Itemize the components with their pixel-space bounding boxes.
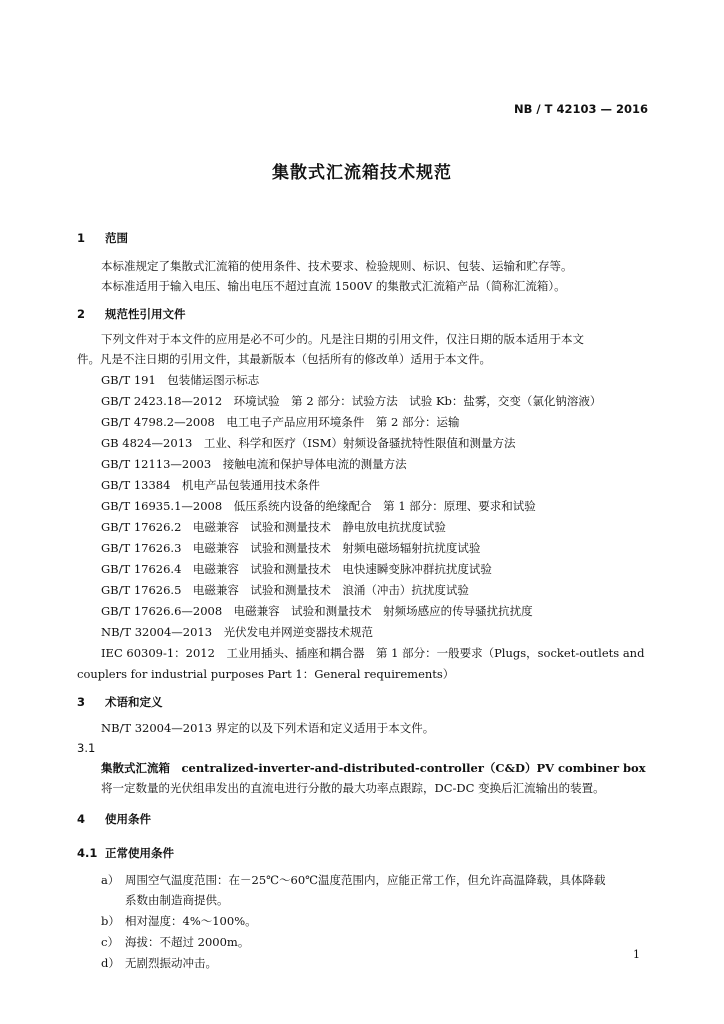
reference-item: NB/T 32004—2013 光伏发电并网逆变器技术规范 xyxy=(101,625,374,639)
reference-item: GB/T 2423.18—2012 环境试验 第 2 部分：试验方法 试验 Kb：盐雾，交变（氯化钠溶液） xyxy=(101,394,602,408)
list-item xyxy=(101,911,257,931)
term-entry: 集散式汇流箱 centralized-inverter-and-distributed-controller（C&D）PV combiner box xyxy=(101,761,646,775)
list-item xyxy=(101,932,249,952)
list-marker: a） xyxy=(101,873,120,887)
list-item-text: 相对湿度：4%～100%。 xyxy=(125,914,257,928)
list-item-continuation: 系数由制造商提供。 xyxy=(125,893,229,907)
paragraph: 本标准适用于输入电压、输出电压不超过直流 1500V 的集散式汇流箱产品（简称汇流箱）。 xyxy=(101,279,566,293)
section-title: 范围 xyxy=(105,231,128,245)
subclause-number: 3.1 xyxy=(77,741,96,755)
section-number: 4 xyxy=(77,812,86,826)
section-title: 术语和定义 xyxy=(105,695,163,709)
reference-item: GB/T 17626.3 电磁兼容 试验和测量技术 射频电磁场辐射抗扰度试验 xyxy=(101,541,481,555)
term-definition: 将一定数量的光伏组串发出的直流电进行分散的最大功率点跟踪，DC-DC 变换后汇流输出的装置。 xyxy=(101,781,605,795)
reference-item: GB/T 191 包装储运图示标志 xyxy=(101,373,260,387)
standard-number: NB / T 42103 — 2016 xyxy=(514,102,648,116)
reference-item: GB/T 12113—2003 接触电流和保护导体电流的测量方法 xyxy=(101,457,407,471)
reference-item-continuation: couplers for industrial purposes Part 1：General requirements） xyxy=(77,667,455,681)
paragraph: NB/T 32004—2013 界定的以及下列术语和定义适用于本文件。 xyxy=(101,721,435,735)
section-number: 1 xyxy=(77,231,86,245)
section-heading-1 xyxy=(77,230,128,246)
paragraph: 件。凡是不注日期的引用文件，其最新版本（包括所有的修改单）适用于本文件。 xyxy=(77,352,491,366)
paragraph: 本标准规定了集散式汇流箱的使用条件、技术要求、检验规则、标识、包装、运输和贮存等。 xyxy=(101,259,573,273)
reference-item: GB/T 17626.2 电磁兼容 试验和测量技术 静电放电抗扰度试验 xyxy=(101,520,446,534)
reference-item: GB 4824—2013 工业、科学和医疗（ISM）射频设备骚扰特性限值和测量方法 xyxy=(101,436,516,450)
list-item xyxy=(101,870,606,890)
document-title: 集散式汇流箱技术规范 xyxy=(272,163,452,183)
section-number: 2 xyxy=(77,307,86,321)
section-number: 4.1 xyxy=(77,846,98,860)
reference-item: GB/T 13384 机电产品包装通用技术条件 xyxy=(101,478,320,492)
section-title: 规范性引用文件 xyxy=(105,307,186,321)
reference-item: GB/T 17626.6—2008 电磁兼容 试验和测量技术 射频场感应的传导骚扰抗扰度 xyxy=(101,604,533,618)
section-heading-4-1 xyxy=(77,845,174,861)
page-number: 1 xyxy=(633,948,640,961)
list-marker: c） xyxy=(101,935,119,949)
section-title: 正常使用条件 xyxy=(105,846,174,860)
reference-item: GB/T 4798.2—2008 电工电子产品应用环境条件 第 2 部分：运输 xyxy=(101,415,460,429)
section-heading-4 xyxy=(77,811,151,827)
list-marker: d） xyxy=(101,956,120,970)
section-number: 3 xyxy=(77,695,86,709)
list-item xyxy=(101,953,217,973)
reference-item: IEC 60309-1：2012 工业用插头、插座和耦合器 第 1 部分：一般要求（Plugs，socket-outlets and xyxy=(101,646,645,660)
section-title: 使用条件 xyxy=(105,812,151,826)
list-item-text: 海拔：不超过 2000m。 xyxy=(125,935,250,949)
reference-item: GB/T 17626.4 电磁兼容 试验和测量技术 电快速瞬变脉冲群抗扰度试验 xyxy=(101,562,492,576)
section-heading-2 xyxy=(77,306,186,322)
list-item-text: 周围空气温度范围：在－25℃～60℃温度范围内，应能正常工作，但允许高温降载，具体降载 xyxy=(125,873,606,887)
list-marker: b） xyxy=(101,914,120,928)
list-item-text: 无剧烈振动冲击。 xyxy=(125,956,217,970)
reference-item: GB/T 16935.1—2008 低压系统内设备的绝缘配合 第 1 部分：原理、要求和试验 xyxy=(101,499,536,513)
paragraph: 下列文件对于本文件的应用是必不可少的。凡是注日期的引用文件，仅注日期的版本适用于本文 xyxy=(101,332,584,346)
reference-item: GB/T 17626.5 电磁兼容 试验和测量技术 浪涌（冲击）抗扰度试验 xyxy=(101,583,469,597)
section-heading-3 xyxy=(77,694,163,710)
